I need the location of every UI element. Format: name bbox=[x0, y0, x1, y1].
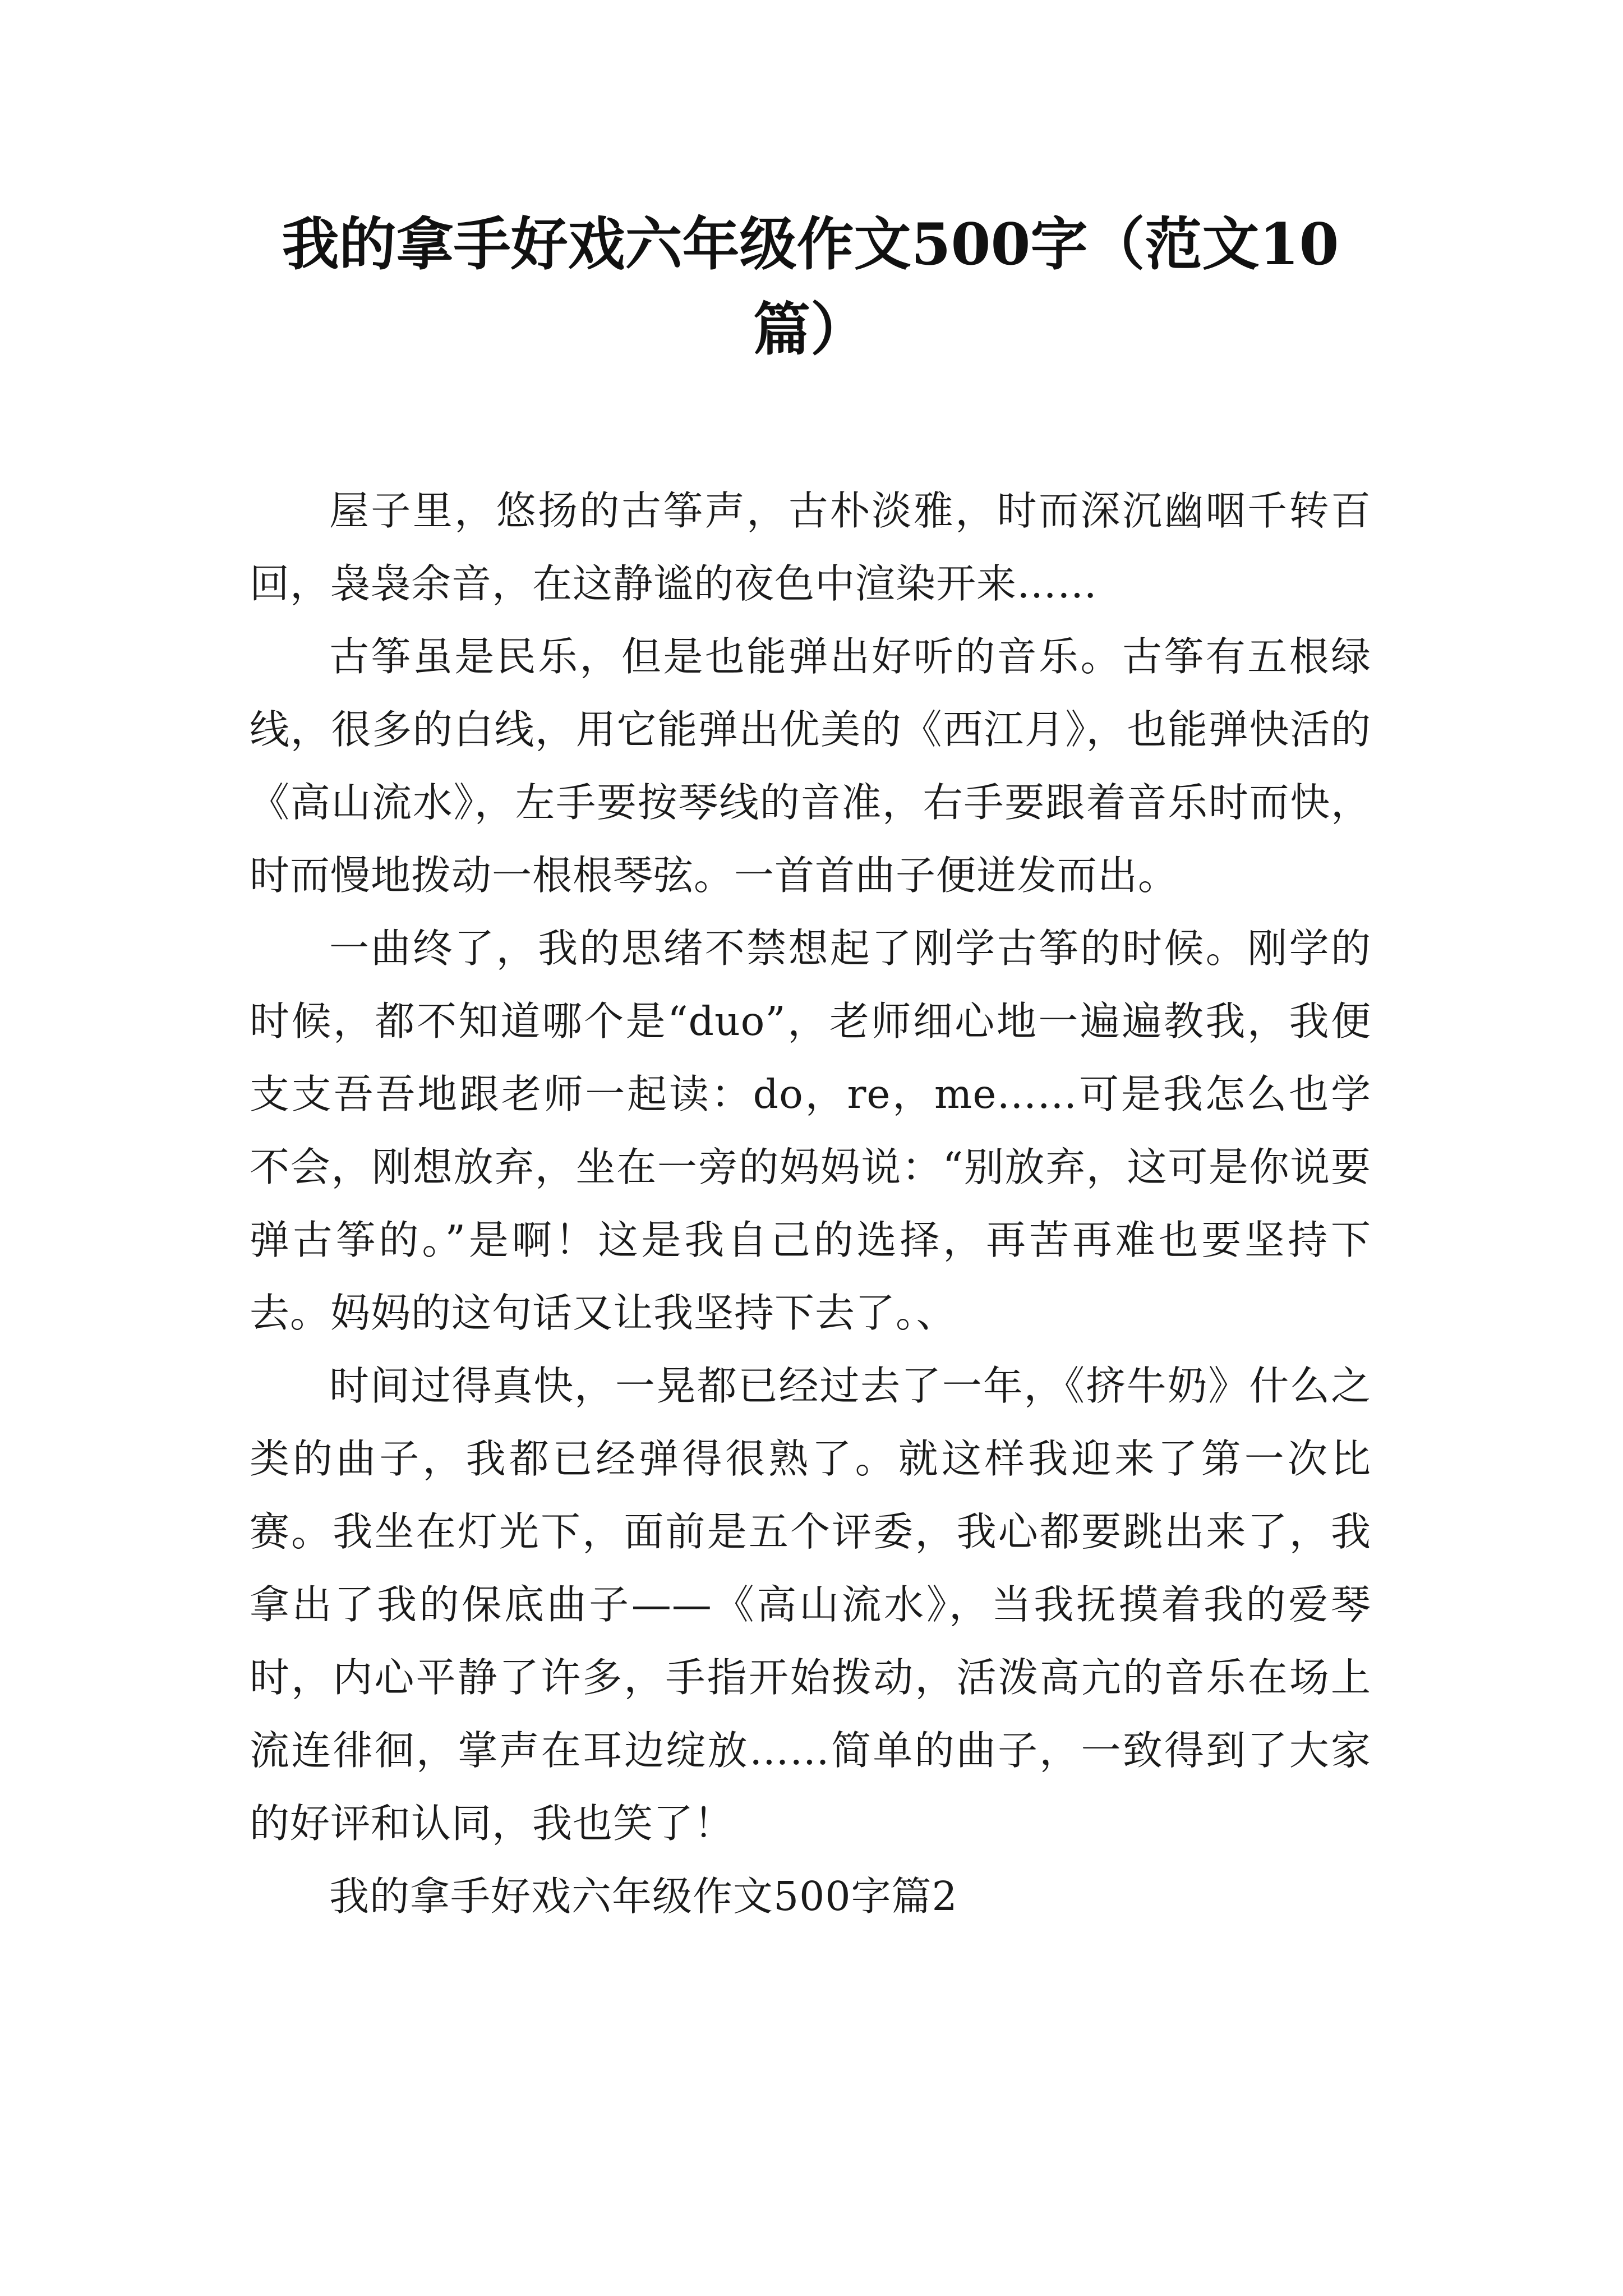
section-heading-2: 我的拿手好戏六年级作文500字篇2 bbox=[329, 1873, 958, 1920]
document-title: 我的拿手好戏六年级作文500字（范文10篇） bbox=[282, 211, 1339, 364]
paragraph-1: 屋子里，悠扬的古筝声，古朴淡雅，时而深沉幽咽千转百回，袅袅余音，在这静谧的夜色中渲染开来…… bbox=[250, 487, 1371, 607]
paragraph-3: 一曲终了，我的思绪不禁想起了刚学古筝的时候。刚学的时候，都不知道哪个是“duo”，老师细心地一遍遍教我，我便支支吾吾地跟老师一起读：do，re，me……可是我怎么也学不会，刚想放弃，坐在一旁的妈妈说：“别放弃，这可是你说要弹古筝的。”是啊！这是我自己的选择，再苦再难也要坚持下去。妈妈的这句话又让我坚持下去了。、 bbox=[250, 925, 1371, 1336]
paragraph-4: 时间过得真快，一晃都已经过去了一年，《挤牛奶》什么之类的曲子，我都已经弹得很熟了。就这样我迎来了第一次比赛。我坐在灯光下，面前是五个评委，我心都要跳出来了，我拿出了我的保底曲子——《高山流水》，当我抚摸着我的爱琴时，内心平静了许多，手指开始拨动，活泼高亢的音乐在场上流连徘徊，掌声在耳边绽放……简单的曲子，一致得到了大家的好评和认同，我也笑了！ bbox=[250, 1363, 1371, 1847]
document-body bbox=[250, 475, 1371, 1933]
paragraph-2: 古筝虽是民乐，但是也能弹出好听的音乐。古筝有五根绿线，很多的白线，用它能弹出优美的《西江月》，也能弹快活的《高山流水》，左手要按琴线的音准，右手要跟着音乐时而快，时而慢地拨动一根根琴弦。一首首曲子便迸发而出。 bbox=[250, 633, 1371, 899]
